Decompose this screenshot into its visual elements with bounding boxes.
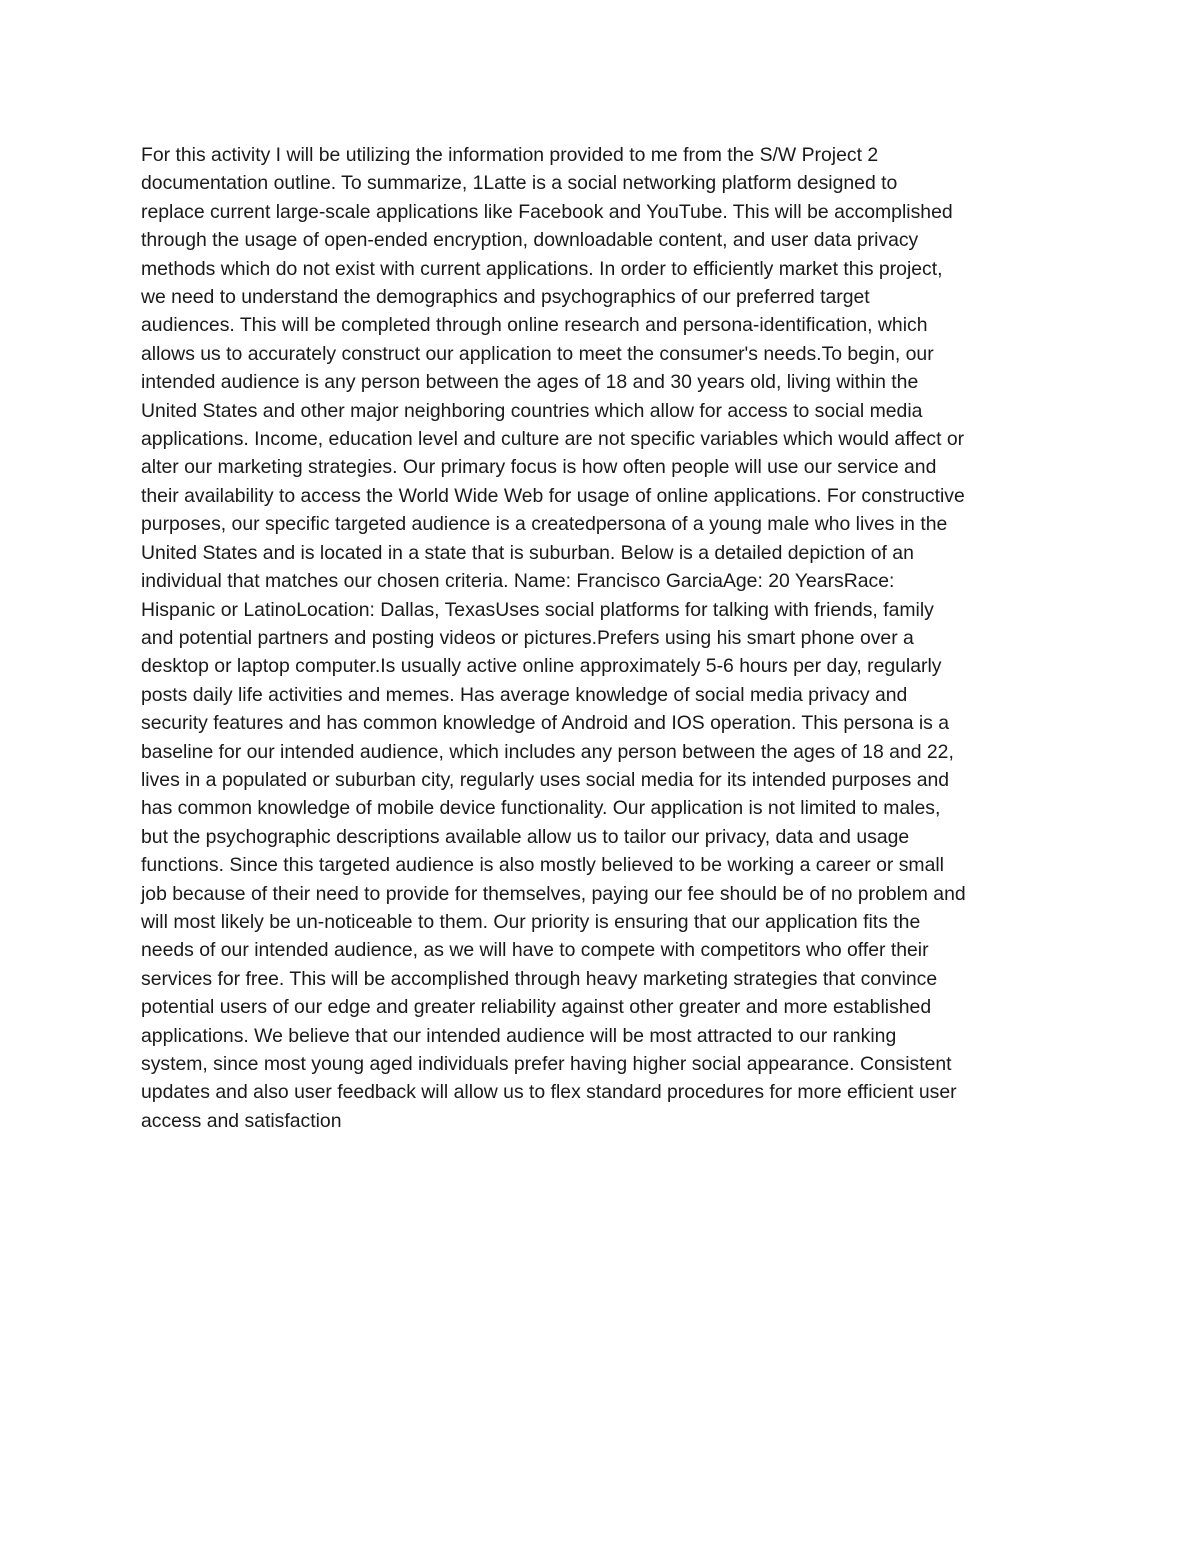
- text-line: but the psychographic descriptions available allow us to tailor our privacy, data and usage: [141, 825, 910, 848]
- text-line: desktop or laptop computer.Is usually active online approximately 5-6 hours per day, regularly: [141, 655, 942, 678]
- text-line: and potential partners and posting videos or pictures.Prefers using his smart phone over a: [141, 626, 914, 649]
- text-line: United States and is located in a state that is suburban. Below is a detailed depiction of an: [141, 541, 914, 564]
- text-line: applications. Income, education level and culture are not specific variables which would affect or: [141, 428, 965, 451]
- text-line: needs of our intended audience, as we will have to compete with competitors who offer their: [141, 939, 929, 962]
- text-line: updates and also user feedback will allow us to flex standard procedures for more efficient user: [141, 1081, 957, 1104]
- text-line: baseline for our intended audience, which includes any person between the ages of 18 and 22,: [141, 740, 954, 763]
- text-line: job because of their need to provide for themselves, paying our fee should be of no problem and: [141, 882, 966, 905]
- text-line: alter our marketing strategies. Our primary focus is how often people will use our service and: [141, 456, 937, 479]
- text-line: access and satisfaction: [141, 1109, 342, 1132]
- text-line: through the usage of open-ended encryption, downloadable content, and user data privacy: [141, 229, 919, 252]
- body-paragraph: [141, 141, 1071, 1135]
- text-line: lives in a populated or suburban city, regularly uses social media for its intended purposes and: [141, 768, 950, 791]
- text-line: has common knowledge of mobile device functionality. Our application is not limited to males,: [141, 797, 941, 820]
- text-line: allows us to accurately construct our application to meet the consumer's needs.To begin, our: [141, 342, 934, 365]
- text-line: functions. Since this targeted audience is also mostly believed to be working a career or small: [141, 854, 944, 877]
- text-line: will most likely be un-noticeable to them. Our priority is ensuring that our application fits the: [141, 910, 921, 933]
- text-line: we need to understand the demographics and psychographics of our preferred target: [141, 286, 870, 309]
- text-line: their availability to access the World Wide Web for usage of online applications. For constructive: [141, 484, 965, 507]
- text-line: replace current large-scale applications like Facebook and YouTube. This will be accomplished: [141, 200, 953, 223]
- text-line: For this activity I will be utilizing the information provided to me from the S/W Project 2: [141, 144, 879, 166]
- text-line: services for free. This will be accomplished through heavy marketing strategies that convince: [141, 967, 938, 990]
- text-line: Hispanic or LatinoLocation: Dallas, TexasUses social platforms for talking with friends, family: [141, 598, 934, 621]
- text-line: documentation outline. To summarize, 1Latte is a social networking platform designed to: [141, 172, 898, 195]
- text-line: security features and has common knowledge of Android and IOS operation. This persona is a: [141, 712, 950, 735]
- text-line: posts daily life activities and memes. Has average knowledge of social media privacy and: [141, 683, 908, 706]
- text-line: potential users of our edge and greater reliability against other greater and more established: [141, 996, 932, 1019]
- text-line: United States and other major neighboring countries which allow for access to social media: [141, 399, 923, 422]
- text-line: applications. We believe that our intended audience will be most attracted to our ranking: [141, 1024, 897, 1047]
- text-line: audiences. This will be completed through online research and persona-identification, which: [141, 314, 928, 337]
- text-line: system, since most young aged individuals prefer having higher social appearance. Consistent: [141, 1053, 952, 1075]
- text-line: intended audience is any person between the ages of 18 and 30 years old, living within the: [141, 371, 919, 394]
- text-line: methods which do not exist with current applications. In order to efficiently market this project,: [141, 257, 943, 280]
- text-line: purposes, our specific targeted audience is a createdpersona of a young male who lives in the: [141, 513, 948, 536]
- text-line: individual that matches our chosen criteria. Name: Francisco GarciaAge: 20 YearsRace:: [141, 570, 895, 593]
